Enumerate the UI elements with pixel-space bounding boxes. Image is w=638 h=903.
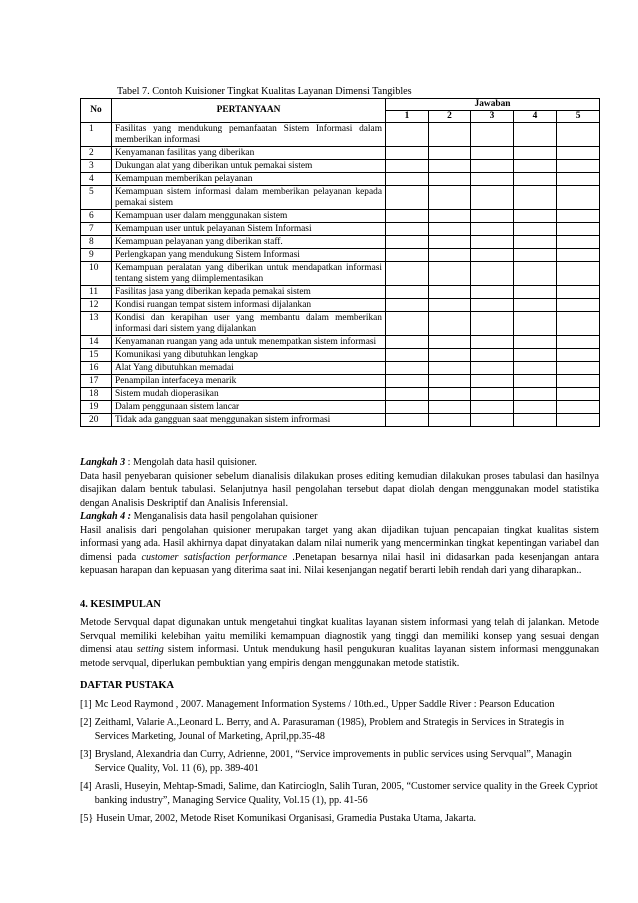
table-body [81, 123, 600, 427]
reference-label: [2] [80, 717, 92, 728]
answer-cell [386, 147, 429, 160]
question-text: Dukungan alat yang diberikan untuk pemakai sistem [112, 160, 386, 173]
row-number: 10 [81, 262, 112, 286]
row-number: 4 [81, 173, 112, 186]
answer-cell [471, 210, 514, 223]
answer-cell [429, 223, 471, 236]
answer-cell [557, 401, 600, 414]
row-number: 18 [81, 388, 112, 401]
answer-cell [386, 236, 429, 249]
answer-cell [557, 236, 600, 249]
table-row [81, 160, 600, 173]
table-row [81, 388, 600, 401]
answer-cell [429, 414, 471, 427]
table-row [81, 362, 600, 375]
answer-cell [557, 262, 600, 286]
step4-body: Hasil analisis dari pengolahan quisioner merupakan target yang akan dijadikan tujuan pencapaian tingkat kualitas sistem informasi yang ada. Hasil akhirnya dapat dinyatakan dalam nilai numerik yang mencerminkan tingkat kepentingan variabel dan dimensi pada customer satisfaction performance .Penetapan besarnya nilai hasil ini didasarkan pada kesenjangan antara kepuasan harapan dan kepuasan yang diterima saat ini. Nilai kesenjangan negatif berarti lebih rendah dari yang diharapkan.. [80, 524, 599, 576]
column-header-question: PERTANYAAN [112, 99, 386, 123]
table-row [81, 236, 600, 249]
answer-cell [557, 147, 600, 160]
row-number: 2 [81, 147, 112, 160]
answer-cell [557, 388, 600, 401]
answer-cell [514, 147, 557, 160]
answer-cell [429, 147, 471, 160]
answer-cell [557, 375, 600, 388]
question-text: Fasilitas yang mendukung pemanfaatan Sistem Informasi dalam memberikan informasi [112, 123, 386, 147]
answer-cell [557, 312, 600, 336]
answer-cell [557, 186, 600, 210]
reference-label: [1] [80, 699, 92, 710]
row-number: 14 [81, 336, 112, 349]
table-row [81, 186, 600, 210]
answer-cell [471, 236, 514, 249]
question-text: Perlengkapan yang mendukung Sistem Informasi [112, 249, 386, 262]
answer-cell [514, 336, 557, 349]
answer-cell [471, 160, 514, 173]
reference-text: Husein Umar, 2002, Metode Riset Komunikasi Organisasi, Gramedia Pustaka Utama, Jakarta. [96, 813, 477, 824]
answer-cell [557, 349, 600, 362]
row-number: 5 [81, 186, 112, 210]
answer-cell [514, 286, 557, 299]
question-text: Penampilan interfaceya menarik [112, 375, 386, 388]
answer-cell [514, 173, 557, 186]
answer-cell [386, 249, 429, 262]
answer-cell [514, 349, 557, 362]
answer-cell [386, 375, 429, 388]
answer-cell [429, 186, 471, 210]
question-text: Komunikasi yang dibutuhkan lengkap [112, 349, 386, 362]
question-text: Kondisi dan kerapihan user yang membantu dalam memberikan informasi dari sistem yang dijalankan [112, 312, 386, 336]
answer-cell [429, 173, 471, 186]
answer-cell [429, 210, 471, 223]
table-row [81, 299, 600, 312]
reference-label: [5} [80, 813, 94, 824]
answer-cell [471, 223, 514, 236]
question-text: Fasilitas jasa yang diberikan kepada pemakai sistem [112, 286, 386, 299]
answer-cell [557, 223, 600, 236]
answer-cell [471, 186, 514, 210]
row-number: 1 [81, 123, 112, 147]
answer-cell [557, 286, 600, 299]
answer-cell [471, 123, 514, 147]
answer-cell [514, 236, 557, 249]
answer-cell [471, 388, 514, 401]
reference-text: Brysland, Alexandria dan Curry, Adrienne, 2001, “Service improvements in public services using Servqual”, Managin Service Quality, Vol. 11 (6), pp. 389-401 [94, 749, 572, 774]
reference-item-4 [80, 780, 600, 807]
reference-item-1 [80, 698, 600, 712]
answer-cell [386, 388, 429, 401]
answer-cell [429, 123, 471, 147]
reference-text: Zeithaml, Valarie A.,Leonard L. Berry, and A. Parasuraman (1985), Problem and Strategis in Services in Strategis in Services Marketing, Jounal of Marketing, April,pp.35-48 [94, 717, 565, 742]
answer-cell [471, 362, 514, 375]
answer-cell [471, 336, 514, 349]
question-text: Kemampuan sistem informasi dalam memberikan pelayanan kepada pemakai sistem [112, 186, 386, 210]
answer-cell [514, 186, 557, 210]
step4-label: Langkah 4 : [80, 511, 132, 522]
step3-title: : Mengolah data hasil quisioner. [125, 457, 257, 468]
row-number: 19 [81, 401, 112, 414]
question-text: Kenyamanan fasilitas yang diberikan [112, 147, 386, 160]
table-row [81, 286, 600, 299]
table-row [81, 173, 600, 186]
row-number: 17 [81, 375, 112, 388]
answer-cell [429, 375, 471, 388]
table-row [81, 336, 600, 349]
answer-cell [514, 223, 557, 236]
answer-cell [471, 173, 514, 186]
answer-cell [514, 299, 557, 312]
question-text: Kemampuan memberikan pelayanan [112, 173, 386, 186]
row-number: 12 [81, 299, 112, 312]
answer-cell [386, 160, 429, 173]
answer-cell [429, 236, 471, 249]
answer-cell [557, 173, 600, 186]
answer-cell [429, 286, 471, 299]
answer-cell [386, 210, 429, 223]
answer-cell [429, 388, 471, 401]
question-text: Kemampuan user dalam menggunakan sistem [112, 210, 386, 223]
step4-paragraph [80, 510, 599, 578]
answer-scale-header: 5 [557, 111, 600, 123]
question-text: Kondisi ruangan tempat sistem informasi dijalankan [112, 299, 386, 312]
step4-italic-term: customer satisfaction performance [141, 551, 288, 563]
answer-cell [386, 401, 429, 414]
reference-text: Mc Leod Raymond , 2007. Management Information Systems / 10th.ed., Upper Saddle River : Pearson Education [94, 699, 555, 710]
answer-cell [557, 210, 600, 223]
answer-cell [386, 362, 429, 375]
question-text: Dalam penggunaan sistem lancar [112, 401, 386, 414]
conclusion-paragraph [80, 616, 599, 670]
table-row [81, 414, 600, 427]
answer-cell [386, 336, 429, 349]
answer-cell [514, 160, 557, 173]
answer-cell [386, 262, 429, 286]
answer-cell [429, 262, 471, 286]
answer-cell [557, 336, 600, 349]
step3-paragraph [80, 456, 599, 510]
reference-text: Arasli, Huseyin, Mehtap-Smadi, Salime, dan Katirciogln, Salih Turan, 2005, “Customer service quality in the Greek Cypriot banking industry”, Managing Service Quality, Vol.15 (1), pp. 41-56 [94, 781, 598, 806]
row-number: 16 [81, 362, 112, 375]
question-text: Kemampuan user untuk pelayanan Sistem Informasi [112, 223, 386, 236]
table-row [81, 312, 600, 336]
answer-cell [471, 299, 514, 312]
question-text: Sistem mudah dioperasikan [112, 388, 386, 401]
answer-cell [429, 312, 471, 336]
answer-cell [471, 375, 514, 388]
answer-cell [514, 388, 557, 401]
answer-cell [471, 249, 514, 262]
answer-cell [429, 336, 471, 349]
question-text: Alat Yang dibutuhkan memadai [112, 362, 386, 375]
table-row [81, 375, 600, 388]
row-number: 13 [81, 312, 112, 336]
answer-cell [386, 349, 429, 362]
answer-cell [514, 312, 557, 336]
row-number: 6 [81, 210, 112, 223]
row-number: 15 [81, 349, 112, 362]
answer-cell [429, 401, 471, 414]
table-row [81, 401, 600, 414]
row-number: 3 [81, 160, 112, 173]
answer-cell [514, 375, 557, 388]
answer-cell [514, 123, 557, 147]
question-text: Kenyamanan ruangan yang ada untuk menempatkan sistem informasi [112, 336, 386, 349]
step3-body: Data hasil penyebaran quisioner sebelum dianalisis dilakukan proses editing kemudian dilakukan proses tabulasi dan hasilnya disajikan dalam bentuk tabulasi. Selanjutnya hasil pengolahan tersebut dapat diolah dengan menggunakan model statistika dengan Analisis Deskriptif dan Analisis Inferensial. [80, 470, 599, 509]
table-row [81, 210, 600, 223]
step3-label: Langkah 3 [80, 457, 126, 468]
answer-cell [557, 414, 600, 427]
reference-label: [4] [80, 781, 92, 792]
answer-cell [471, 401, 514, 414]
answer-cell [386, 312, 429, 336]
answer-cell [514, 262, 557, 286]
answer-cell [471, 147, 514, 160]
answer-cell [514, 210, 557, 223]
answer-cell [386, 173, 429, 186]
reference-item-2 [80, 716, 600, 743]
answer-cell [514, 414, 557, 427]
answer-cell [557, 362, 600, 375]
answer-cell [386, 223, 429, 236]
question-text: Kemampuan peralatan yang diberikan untuk mendapatkan informasi tentang sistem yang diimplementasikan [112, 262, 386, 286]
answer-cell [471, 349, 514, 362]
row-number: 8 [81, 236, 112, 249]
answer-scale-header: 3 [471, 111, 514, 123]
answer-cell [386, 186, 429, 210]
answer-cell [429, 249, 471, 262]
answer-cell [386, 123, 429, 147]
answer-scale-header: 4 [514, 111, 557, 123]
answer-cell [386, 414, 429, 427]
question-text: Kemampuan pelayanan yang diberikan staff. [112, 236, 386, 249]
reference-label: [3] [80, 749, 92, 760]
answer-cell [386, 286, 429, 299]
answer-cell [514, 401, 557, 414]
table-row [81, 147, 600, 160]
answer-cell [557, 249, 600, 262]
table-row [81, 262, 600, 286]
column-header-answer: Jawaban [386, 99, 600, 111]
answer-cell [471, 262, 514, 286]
answer-cell [471, 286, 514, 299]
table-row [81, 123, 600, 147]
answer-cell [429, 299, 471, 312]
conclusion-body: Metode Servqual dapat digunakan untuk mengetahui tingkat kualitas layanan sistem informasi yang telah di jalankan. Metode Servqual memiliki kelebihan yaitu memiliki kemampuan diagnostik yang tinggi dan memiliki konsep yang sesuai dengan dimensi atau setting sistem informasi. Untuk mendukung hasil pengukuran kualitas layanan sistem informasi menggunakan metode servqual, diperlukan pembuktian yang empiris dengan menggunakan metode statistik. [80, 617, 600, 669]
answer-cell [429, 160, 471, 173]
table-row [81, 349, 600, 362]
row-number: 9 [81, 249, 112, 262]
answer-cell [514, 249, 557, 262]
row-number: 7 [81, 223, 112, 236]
table-caption: Tabel 7. Contoh Kuisioner Tingkat Kualitas Layanan Dimensi Tangibles [117, 86, 412, 97]
answer-cell [429, 349, 471, 362]
answer-cell [557, 123, 600, 147]
reference-item-5 [80, 812, 600, 826]
column-header-no: No [81, 99, 112, 123]
answer-cell [557, 299, 600, 312]
answer-cell [471, 312, 514, 336]
table-row [81, 249, 600, 262]
conclusion-heading: 4. KESIMPULAN [80, 599, 161, 610]
answer-cell [471, 414, 514, 427]
answer-cell [429, 362, 471, 375]
answer-cell [386, 299, 429, 312]
questionnaire-table [80, 98, 600, 427]
answer-scale-header: 2 [429, 111, 471, 123]
row-number: 11 [81, 286, 112, 299]
answer-cell [557, 160, 600, 173]
answer-scale-header: 1 [386, 111, 429, 123]
table-row [81, 223, 600, 236]
reference-item-3 [80, 748, 600, 775]
conclusion-italic-term: setting [136, 644, 164, 655]
answer-cell [514, 362, 557, 375]
step4-title: Menganalisis data hasil pengolahan quisioner [131, 511, 318, 522]
row-number: 20 [81, 414, 112, 427]
references-heading: DAFTAR PUSTAKA [80, 680, 174, 691]
question-text: Tidak ada gangguan saat menggunakan sistem infrormasi [112, 414, 386, 427]
